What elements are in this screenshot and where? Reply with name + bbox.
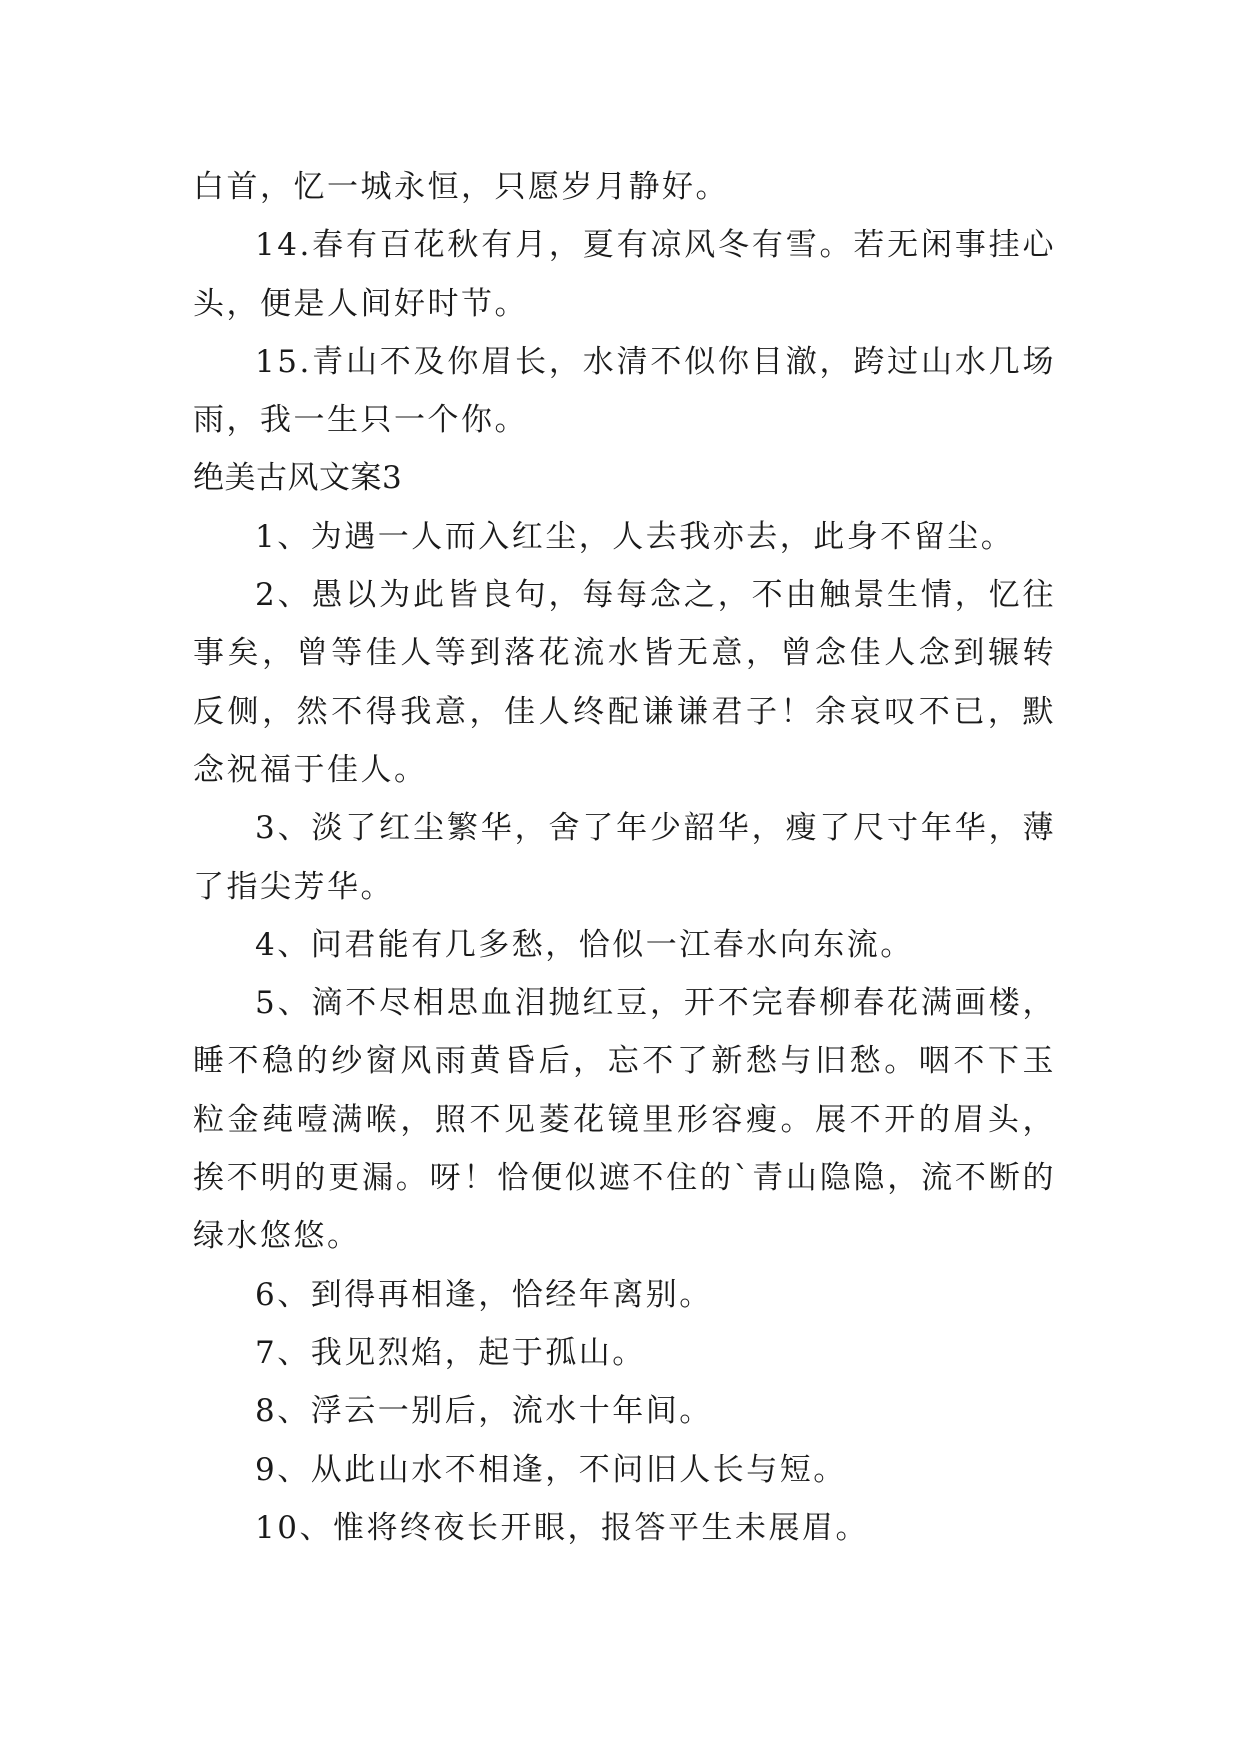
- list-item: 7、我见烈焰，起于孤山。: [255, 1334, 646, 1371]
- document-body: [193, 158, 1056, 1557]
- section-title: 绝美古风文案3: [193, 460, 403, 497]
- paragraph-item-15: 15.青山不及你眉长，水清不似你目澈，跨过山水几场雨，我一生只一个你。: [193, 343, 1056, 439]
- paragraph-item-14: 14.春有百花秋有月，夏有凉风冬有雪。若无闲事挂心头，便是人间好时节。: [193, 227, 1056, 322]
- list-item: 4、问君能有几多愁，恰似一江春水向东流。: [255, 926, 914, 963]
- paragraph-continuation: 白首，忆一城永恒，只愿岁月静好。: [193, 169, 729, 205]
- list-item: 3、淡了红尘繁华，舍了年少韶华，瘦了尺寸年华，薄了指尖芳华。: [193, 810, 1056, 905]
- list-item: 1、为遇一人而入红尘，人去我亦去，此身不留尘。: [255, 518, 1015, 555]
- list-item: 5、滴不尽相思血泪抛红豆，开不完春柳春花满画楼，睡不稳的纱窗风雨黄昏后，忘不了新愁与旧愁。咽不下玉粒金莼噎满喉，照不见菱花镜里形容瘦。展不开的眉头，挨不明的更漏。呀！恰便似遮不住的`青山隐隐，流不断的绿水悠悠。: [193, 985, 1056, 1255]
- list-item: 2、愚以为此皆良句，每每念之，不由触景生情，忆往事矣，曾等佳人等到落花流水皆无意，曾念佳人念到辗转反侧，然不得我意，佳人终配谦谦君子！余哀叹不已，默念祝福于佳人。: [193, 577, 1056, 788]
- list-item: 9、从此山水不相逢，不问旧人长与短。: [255, 1451, 847, 1488]
- list-item: 8、浮云一别后，流水十年间。: [255, 1393, 713, 1430]
- list-item: 10、惟将终夜长开眼，报答平生未展眉。: [255, 1509, 869, 1546]
- list-item: 6、到得再相逢，恰经年离别。: [255, 1276, 713, 1313]
